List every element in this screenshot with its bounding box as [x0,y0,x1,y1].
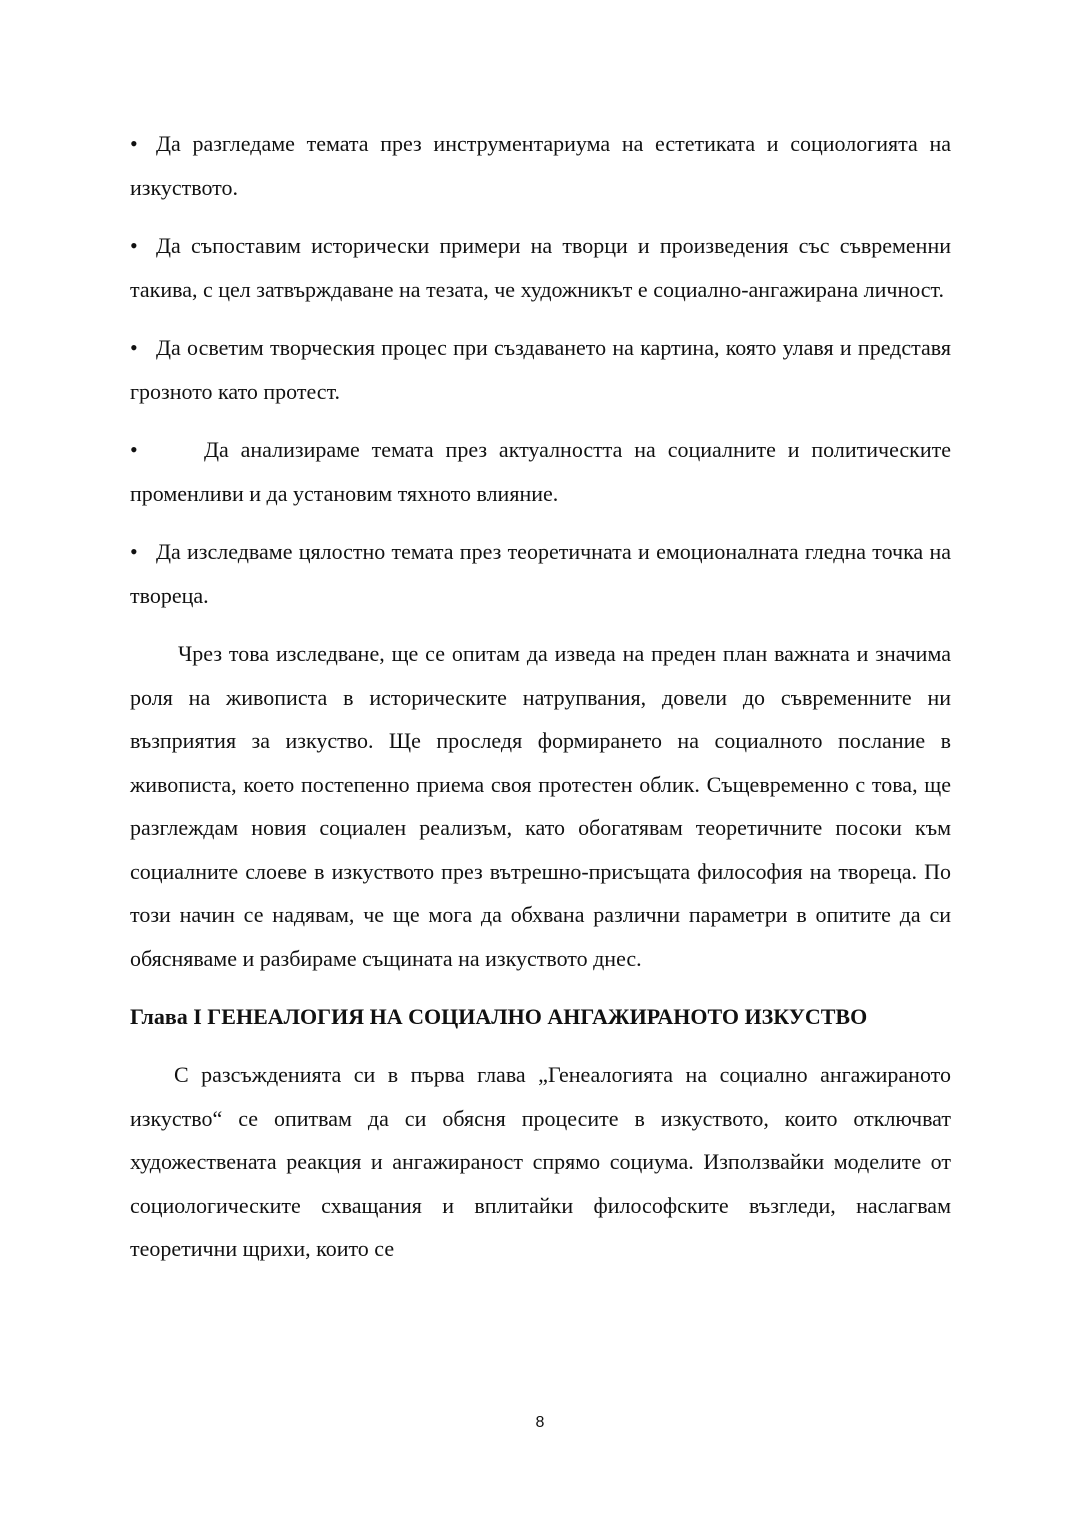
bullet-item-1 [130,122,951,210]
bullet-marker: • [130,233,138,258]
intro-paragraph: Чрез това изследване, ще се опитам да изведа на преден план важната и значима роля на живописта в историческите натрупвания, довели до съвременните ни възприятия за изкуство. Ще проследя формирането на социалното послание в живописта, което постепенно приема своя протестен облик. Същевременно с това, ще разглеждам новия социален реализъм, като обогатявам теоретичните посоки към социалните слоеве в изкуството през вътрешно-присъщата философия на твореца. По този начин се надявам, че ще мога да обхвана различни параметри в опитите да си обясняваме и разбираме същината на изкуството днес. [130,641,951,971]
page-number: 8 [535,1414,545,1431]
bullet-marker: • [130,131,138,156]
bullet-item-4 [130,428,951,516]
document-page [130,122,951,1286]
bullet-item-2 [130,224,951,312]
bullet-marker: • [130,335,138,360]
bullet-text: Да съпоставим исторически примери на творци и произведения със съвременни такива, с цел затвърждаване на тезата, че художникът е социално-ангажирана личност. [130,233,951,302]
bullet-text: Да изследваме цялостно темата през теоретичната и емоционалната гледна точка на твореца. [130,539,951,608]
bullet-item-5 [130,530,951,618]
bullet-text: Да разгледаме темата през инструментариума на естетиката и социологията на изкуството. [130,131,951,200]
bullet-text: Да анализираме темата през актуалността на социалните и политическите променливи и да установим тяхното влияние. [130,437,951,506]
chapter-heading: Глава I ГЕНЕАЛОГИЯ НА СОЦИАЛНО АНГАЖИРАНОТО ИЗКУСТВО [130,1004,868,1029]
bullet-text: Да осветим творческия процес при създаването на картина, която улавя и представя грозното като протест. [130,335,951,404]
bullet-item-3 [130,326,951,414]
bullet-marker: • [130,539,138,564]
bullet-marker: • [130,437,138,462]
chapter-paragraph: С разсъжденията си в първа глава „Генеалогията на социално ангажираното изкуство“ се опитвам да си обясня процесите в изкуството, които отключват художествената реакция и ангажираност спрямо социума. Използвайки моделите от социологическите схващания и вплитайки философските възгледи, наслагвам теоретични щрихи, които се [130,1062,951,1261]
